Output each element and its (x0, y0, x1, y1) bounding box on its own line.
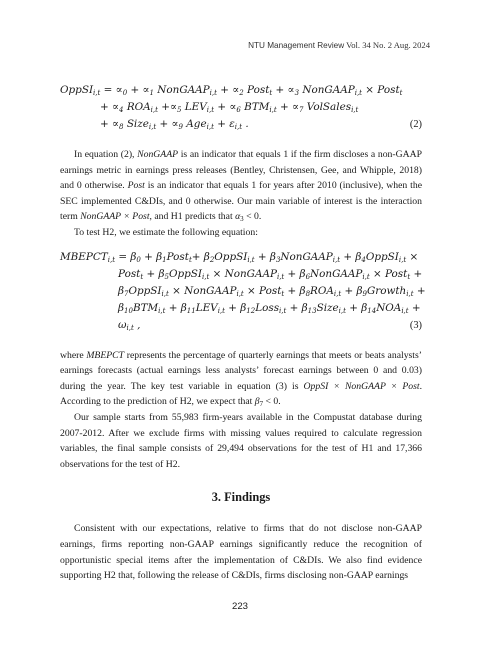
equation-3-line-3: $\beta_7OppSI_{i,t}$ × NonGAAP$_{i,t}$ × Post$_t$ + $\beta_8ROA_{i,t}$ + $\beta_9Growth_{i,t}$ + (118, 284, 426, 298)
equation-3-line-5 (60, 317, 422, 334)
journal-name: NTU Management Review (248, 41, 345, 50)
section-title-findings: 3. Findings (211, 490, 271, 505)
page-body (60, 70, 426, 584)
equation-2-line-3-text: + $\propto_8$ Size$_{i,t}$ + $\propto_9$ $Age_{i,t} + \varepsilon_{i,t}$ . (100, 118, 249, 131)
paragraph-nongaap-definition: In equation (2), NonGAAP is an indicator that equals 1 if the firm discloses a non-GAAP earnings metric in earnings press releases (Bentley, Christensen, Gee, and Whipple, 2018) and 0 otherwise. Post is an indicator that equals 1 for years after 2010 (inclusive), when the SEC implemented C&DIs, and 0 otherwise. Our main variable of interest is the interaction term NonGAAP × Post, and H1 predicts that $\alpha_3 < 0$. (60, 149, 422, 224)
equation-3-line-1: $MBEPCT_{i,t} = \beta_0$ + $\beta_1Post_t+$ $\beta_2OppSI_{i,t}$ + $\beta_3NonGAAP_{i,t}$ + $\beta_4OppSI_{i,t}$ × (60, 250, 419, 264)
paragraph-mbepct-definition: where MBEPCT represents the percentage of quarterly earnings that meets or beats analysts’ earnings forecasts (actual earnings less analysts’ forecast earnings between 0 and 0.03) during the year. The key test variable in equation (3) is OppSI × NonGAAP × Post. According to the prediction of H2, we expect that $\beta_7 < 0$. (60, 349, 422, 409)
paragraph-sample-description: Our sample starts from 55,983 firm-years available in the Compustat database during 2007-2012. After we exclude firms with missing values required to calculate regression variables, the final sample consists of 29,494 observations for the test of H1 and 17,366 observations for the test of H2. (60, 411, 422, 470)
equation-2-number: (2) (409, 119, 422, 130)
equation-3 (60, 249, 426, 334)
paragraph-test-h2-intro: To test H2, we estimate the following equation: (74, 226, 258, 238)
equation-2-line-2: + $\propto_4$ $ROA_{i,t} +\propto_5$ $LEV_{i,t} + \propto_6$ $BTM_{i,t} + \propto_7$ VolSales$_{i,t}$ (100, 101, 359, 114)
equation-2-line-3 (60, 116, 422, 133)
equation-3-line-4: $\beta_{10}BTM_{i,t} + \beta_{11}LEV_{i,t}$ + $\beta_{12}Loss_{i,t}$ + $\beta_{13}Size_{i,t} + \beta_{14}NOA_{i,t}$ + (118, 301, 421, 315)
equation-3-number: (3) (409, 319, 422, 331)
equation-3-line-2: Post$_t$ + $\beta_5OppSI_{i,t}$ × NonGAAP$_{i,t}$ + $\beta_6NonGAAP_{i,t}$ × Post$_t$ + (118, 267, 423, 281)
equation-3-line-5-text: $\omega_{i,t}$ , (118, 318, 141, 332)
journal-issue: Vol. 34 No. 2 Aug. 2024 (346, 40, 430, 50)
paragraph-findings: Consistent with our expectations, relative to firms that do not disclose non-GAAP earnings, firms reporting non-GAAP earnings significantly reduce the recognition of opportunistic special items after the implementation of C&DIs. We also find evidence supporting H2 that, following the release of C&DIs, firms disclosing non-GAAP earnings (60, 523, 422, 582)
page-number: 223 (231, 601, 248, 612)
equation-2-line-1: OppSI$_{i,t}$ = $\propto_0 + \propto_1$ NonGAAP$_{i,t}$ + $\propto_2$ Post$_t$ + $\propto_3$ NonGAAP$_{i,t}$ × Post$_t$ (60, 84, 403, 97)
equation-2 (60, 82, 422, 133)
running-head (248, 40, 430, 50)
